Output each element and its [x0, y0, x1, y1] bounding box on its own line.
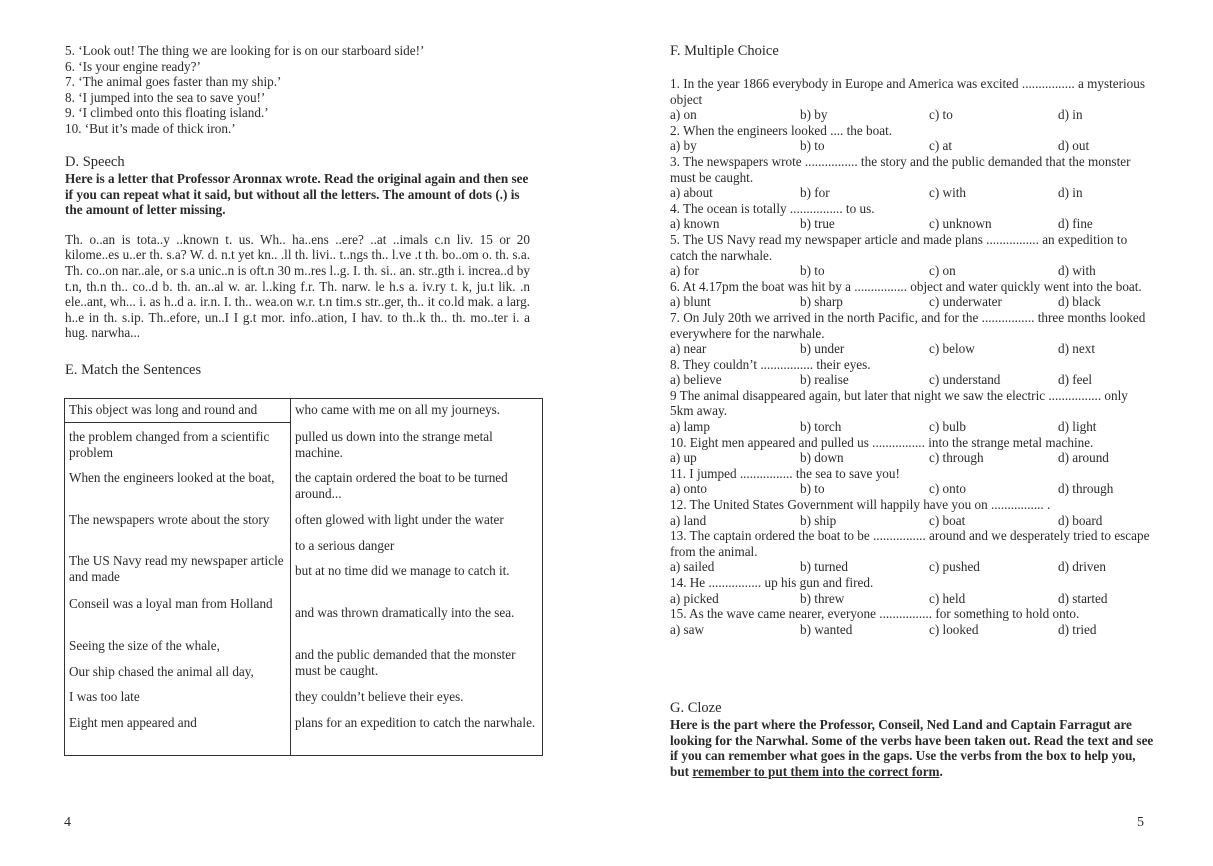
options-row — [670, 513, 1150, 529]
option[interactable]: a) picked — [670, 590, 719, 606]
option[interactable]: b) to — [800, 481, 825, 497]
match-left-cell: the problem changed from a scientific problem — [69, 429, 270, 460]
option[interactable]: c) looked — [929, 621, 979, 637]
left-page — [0, 0, 606, 866]
option[interactable]: b) under — [800, 341, 845, 357]
speech-section — [65, 154, 530, 341]
option[interactable]: a) saw — [670, 621, 705, 637]
option[interactable]: a) sailed — [670, 559, 715, 575]
option[interactable]: d) out — [1058, 138, 1090, 154]
option[interactable]: a) near — [670, 341, 707, 357]
options-row — [670, 372, 1150, 388]
page-number: 5 — [1137, 815, 1144, 830]
match-right-cell: to a serious danger — [295, 538, 395, 553]
option[interactable]: d) through — [1058, 481, 1114, 497]
quote-item: 10. ‘But it’s made of thick iron.’ — [65, 120, 236, 136]
match-left-cell: The US Navy read my newspaper article and made — [69, 553, 284, 584]
question: 14. He ................ up his gun and fired. — [670, 575, 874, 590]
right-page — [606, 0, 1213, 866]
speech-instructions: Here is a letter that Professor Aronnax wrote. Read the original again and then see if you can repeat what it said, but without all the letters. The amount of dots (.) is the amount of letter missing. — [65, 171, 529, 218]
option[interactable]: d) around — [1058, 450, 1109, 466]
match-left-cell: This object was long and round and — [69, 402, 258, 417]
options-row — [670, 185, 1150, 201]
question: 1. In the year 1866 everybody in Europe and America was excited ................ a mysterious object — [670, 76, 1145, 107]
multiple-choice-title: F. Multiple Choice — [670, 43, 779, 59]
options-row — [670, 341, 1150, 357]
match-right-cell: and the public demanded that the monster must be caught. — [295, 647, 516, 678]
quote-item: 5. ‘Look out! The thing we are looking for is on our starboard side!’ — [65, 43, 425, 58]
option[interactable]: a) known — [670, 216, 720, 232]
question: 12. The United States Government will happily have you on ................ . — [670, 497, 1051, 513]
option[interactable]: d) fine — [1058, 216, 1093, 232]
option[interactable]: b) for — [800, 185, 830, 201]
options-row — [670, 591, 1150, 607]
option[interactable]: d) driven — [1058, 559, 1106, 575]
options-row — [670, 294, 1150, 310]
options-row — [670, 559, 1150, 575]
match-right-cell: often glowed with light under the water — [295, 512, 504, 527]
question: 10. Eight men appeared and pulled us ................ into the strange metal machine. — [670, 434, 1094, 450]
question: 5. The US Navy read my newspaper article and made plans ................ an expedition to catch the narwhale. — [670, 231, 1128, 263]
option[interactable]: c) unknown — [929, 216, 992, 232]
question: 8. They couldn’t ................ their eyes. — [670, 356, 871, 372]
question: 9 The animal disappeared again, but later that night we saw the electric ................ only 5km away. — [670, 387, 1128, 419]
option[interactable]: c) onto — [929, 481, 966, 497]
cloze-section — [670, 700, 1154, 779]
option[interactable]: d) next — [1058, 341, 1095, 357]
quote-item: 8. ‘I jumped into the sea to save you!’ — [65, 89, 266, 105]
option[interactable]: a) on — [670, 107, 697, 123]
option[interactable]: d) board — [1058, 512, 1103, 528]
option[interactable]: b) threw — [800, 590, 845, 606]
question: 6. At 4.17pm the boat was hit by a ................ object and water quickly went into the boat. — [670, 278, 1142, 294]
match-right-cell: but at no time did we manage to catch it. — [295, 563, 510, 578]
option[interactable]: c) through — [929, 450, 984, 466]
option[interactable]: c) at — [929, 138, 953, 154]
option[interactable]: c) underwater — [929, 294, 1002, 310]
question: 7. On July 20th we arrived in the north Pacific, and for the ................ three months looked everywhere for the narwhale. — [670, 309, 1146, 341]
quote-item: 7. ‘The animal goes faster than my ship.’ — [65, 74, 282, 90]
option[interactable]: b) ship — [800, 512, 837, 528]
match-left-cell: Conseil was a loyal man from Holland — [69, 596, 273, 611]
option[interactable]: a) blunt — [670, 294, 711, 310]
option[interactable]: c) with — [929, 185, 966, 201]
option[interactable]: d) in — [1058, 107, 1083, 123]
page-number: 4 — [64, 815, 71, 830]
options-row — [670, 622, 1150, 638]
match-right-cell: they couldn’t believe their eyes. — [295, 689, 464, 704]
option[interactable]: b) true — [800, 216, 835, 232]
option[interactable]: c) on — [929, 263, 956, 279]
match-left-cell: The newspapers wrote about the story — [69, 512, 270, 527]
options-row — [670, 450, 1150, 466]
option[interactable]: b) realise — [800, 372, 849, 388]
speech-title: D. Speech — [65, 154, 125, 170]
option[interactable]: c) understand — [929, 372, 1001, 388]
match-left-cell: Our ship chased the animal all day, — [69, 664, 254, 679]
option[interactable]: b) to — [800, 138, 825, 154]
option[interactable]: c) bulb — [929, 419, 966, 435]
option[interactable]: a) onto — [670, 481, 707, 497]
question: 2. When the engineers looked .... the boat. — [670, 122, 893, 138]
cloze-end: . — [939, 763, 943, 779]
option[interactable]: c) pushed — [929, 559, 980, 575]
option[interactable]: d) started — [1058, 590, 1108, 606]
options-row — [670, 107, 1150, 123]
option[interactable]: b) turned — [800, 559, 848, 575]
match-left-cell: When the engineers looked at the boat, — [69, 470, 275, 485]
quote-item: 9. ‘I climbed onto this floating island.’ — [65, 105, 269, 121]
match-right-cell: who came with me on all my journeys. — [295, 402, 501, 417]
option[interactable]: a) up — [670, 450, 697, 466]
option[interactable]: b) wanted — [800, 621, 853, 637]
match-right-cell: and was thrown dramatically into the sea. — [295, 605, 515, 620]
option[interactable]: c) below — [929, 341, 975, 357]
option[interactable]: a) believe — [670, 372, 722, 388]
option[interactable]: d) tried — [1058, 621, 1097, 637]
match-title: E. Match the Sentences — [65, 362, 202, 378]
option[interactable]: c) held — [929, 590, 966, 606]
cloze-instructions-text: Here is the part where the Professor, Conseil, Ned Land and Captain Farragut are looking for the Narwhal. Some of the verbs have been taken out. Read the text and see if you can remember what goes in the gaps. Use the verbs from the box to help you, but — [670, 717, 1154, 779]
option[interactable]: d) with — [1058, 263, 1096, 279]
option[interactable]: b) torch — [800, 419, 842, 435]
question: 11. I jumped ................ the sea to save you! — [670, 465, 900, 481]
match-left-cell: I was too late — [69, 689, 140, 704]
cloze-instructions — [670, 717, 1154, 779]
match-left-cell: Seeing the size of the whale, — [69, 638, 220, 653]
options-row — [670, 263, 1150, 279]
option[interactable]: d) light — [1058, 419, 1097, 435]
option[interactable]: a) for — [670, 263, 699, 279]
option[interactable]: a) lamp — [670, 419, 710, 435]
option[interactable]: b) sharp — [800, 294, 843, 310]
option[interactable]: d) feel — [1058, 372, 1093, 388]
option[interactable]: a) land — [670, 512, 707, 528]
question: 3. The newspapers wrote ................ the story and the public demanded that the monster must be caught. — [670, 153, 1131, 185]
option[interactable]: a) about — [670, 185, 713, 201]
match-right-cell: the captain ordered the boat to be turned around... — [295, 470, 508, 501]
options-row — [670, 138, 1150, 154]
match-table — [64, 398, 543, 756]
match-left-cell: Eight men appeared and — [69, 715, 197, 730]
option[interactable]: c) to — [929, 107, 953, 123]
multiple-choice-list — [670, 76, 1150, 637]
option[interactable]: d) in — [1058, 185, 1083, 201]
option[interactable]: c) boat — [929, 512, 966, 528]
options-row — [670, 481, 1150, 497]
match-right-cell: pulled us down into the strange metal machine. — [295, 429, 493, 460]
option[interactable]: d) black — [1058, 294, 1101, 310]
question: 4. The ocean is totally ................ to us. — [670, 200, 875, 216]
option[interactable]: b) to — [800, 263, 825, 279]
speech-letter-text: Th. o..an is tota..y ..known t. us. Wh.. ha..ens ..ere? ..at ..imals c.n liv. 15 or 20 kilome..es u..er th. s.a? W. d. n.t yet kn.. .ll th. livi.. t..ngs th.. l.ve .t th. bo..om o. th. s.a. Th. co..on nar..ale, or s.a unic..n is oft.n 30 m..res l..g. I. th. si.. an. str..gth i. increa..d by t.n, th.n th.. co..d b. th. an..al w. ar. l..king f.r. Th. narw. le h.s a. iv.ry t. k, ju.t lik. .n ele..ant, wh... i. as h..d a. ir.n. I. th.. wea.on w.r. t.n tim.s str..ger, th.. it co.ld mak. a larg. h..e in th. s.ip. Th..efore, un..I I g.t mor. info..ation, I hav. to th..k th.. th. mo..ter i. a hug. narwha... — [65, 231, 530, 341]
cloze-underlined-text: remember to put them into the correct form — [692, 763, 940, 779]
option[interactable]: a) by — [670, 138, 697, 154]
quote-list — [65, 43, 525, 137]
quote-item: 6. ‘Is your engine ready?’ — [65, 58, 201, 74]
options-row — [670, 216, 1150, 232]
question: 15. As the wave came nearer, everyone ................ for something to hold onto. — [670, 606, 1080, 622]
match-right-cell: plans for an expedition to catch the narwhale. — [295, 715, 536, 730]
option[interactable]: b) down — [800, 450, 844, 466]
options-row — [670, 419, 1150, 435]
option[interactable]: b) by — [800, 107, 828, 123]
cloze-title: G. Cloze — [670, 700, 722, 716]
question: 13. The captain ordered the boat to be ................ around and we desperately tried to escape from the animal. — [670, 528, 1150, 559]
